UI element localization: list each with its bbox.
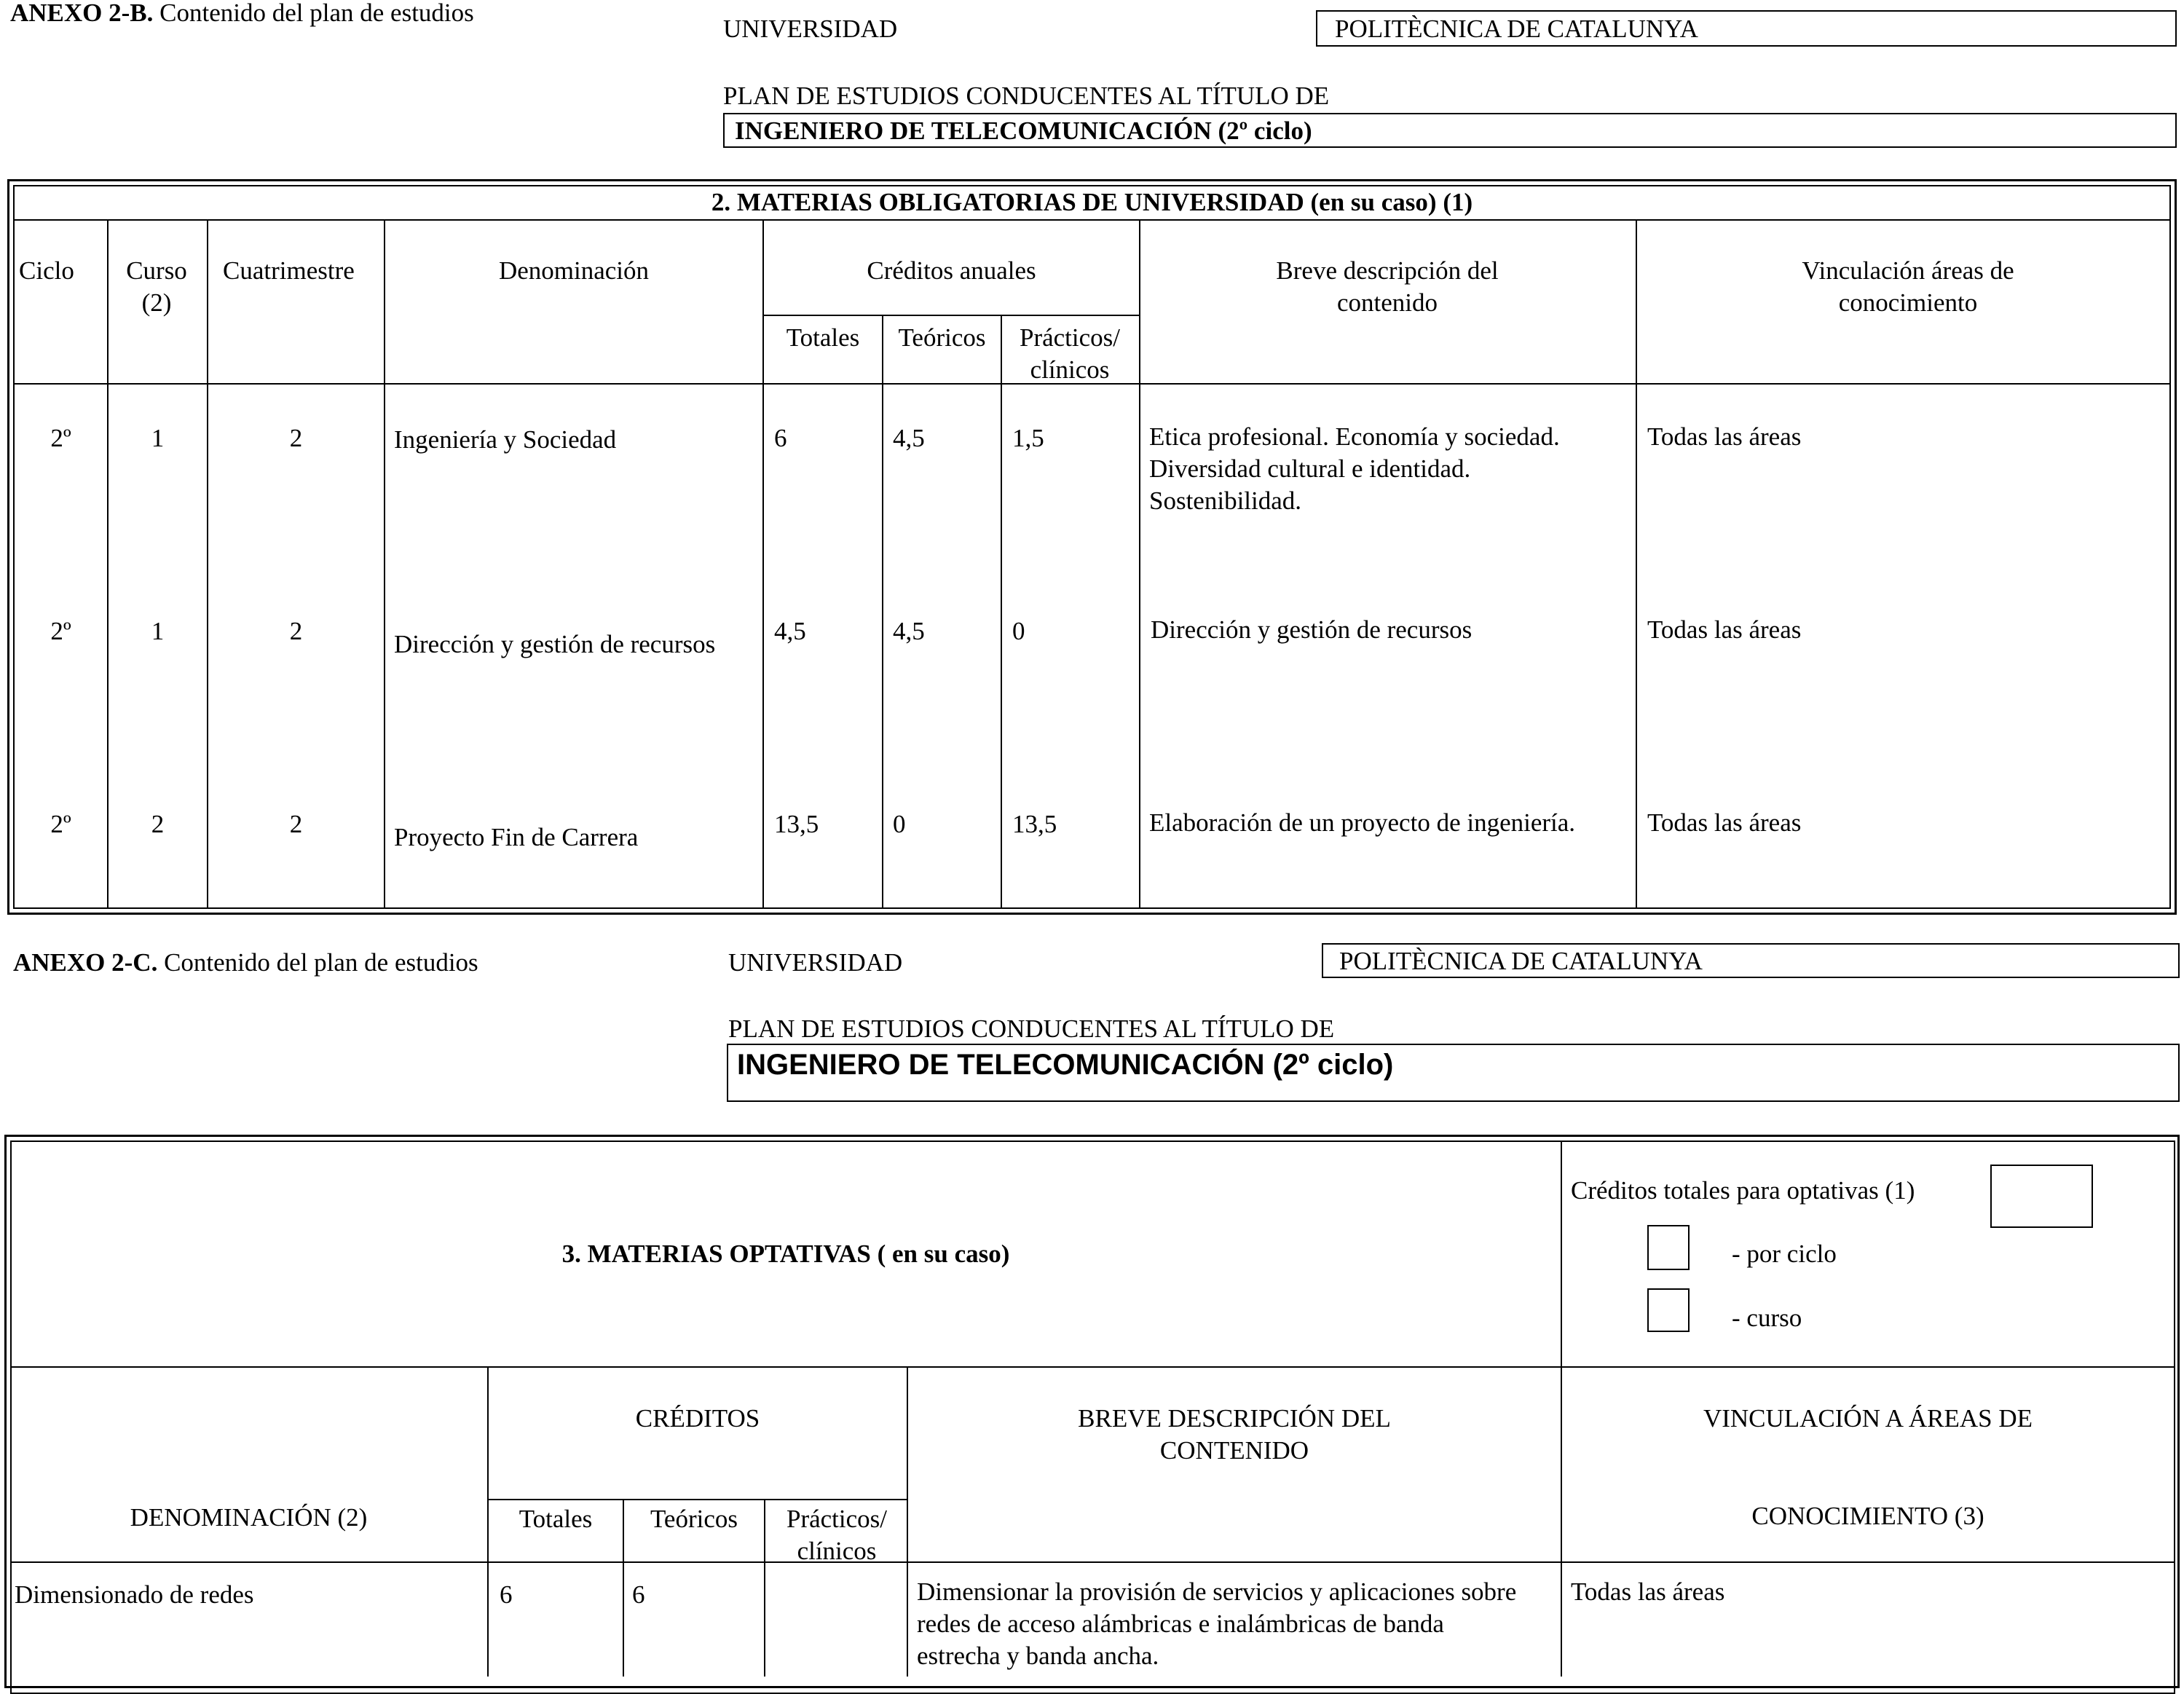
row2-curso: 1: [151, 617, 165, 645]
creditos-subheader-line: [487, 1499, 908, 1500]
row1-descripcion: Etica profesional. Economía y sociedad. Diversidad cultural e identidad. Sostenibilidad.: [1149, 422, 1560, 515]
row3-descripcion: Elaboración de un proyecto de ingeniería.: [1149, 808, 1576, 837]
header-vinculacion-2: CONOCIMIENTO (3): [1751, 1502, 1984, 1530]
header-totales: Totales: [519, 1505, 593, 1533]
row3-totales: 13,5: [774, 810, 819, 838]
anexo-b-label: [10, 0, 474, 29]
header-practicos: Prácticos/ clínicos: [786, 1505, 888, 1565]
anexo-c-label-rest: Contenido del plan de estudios: [164, 948, 478, 977]
header-practicos: Prácticos/ clínicos: [1019, 323, 1121, 384]
opt-row1-descripcion: Dimensionar la provisión de servicios y aplicaciones sobre redes de acceso alámbricas e inalámbricas de banda estrecha y banda ancha.: [917, 1577, 1517, 1670]
row3-practicos: 13,5: [1012, 810, 1057, 838]
curso-label: - curso: [1732, 1304, 1802, 1332]
col-line: [1001, 315, 1002, 909]
opt-row1-vinculacion: Todas las áreas: [1571, 1577, 1725, 1606]
col-line: [384, 219, 385, 909]
row2-descripcion: Dirección y gestión de recursos: [1151, 615, 1473, 644]
header-descripcion: BREVE DESCRIPCIÓN DEL CONTENIDO: [1078, 1404, 1391, 1465]
row2-denominacion: Dirección y gestión de recursos: [394, 630, 716, 658]
header-ciclo: Ciclo: [19, 256, 74, 285]
row3-teoricos: 0: [893, 810, 906, 838]
col-line: [882, 315, 883, 909]
anexo-b-universidad-label: UNIVERSIDAD: [723, 15, 898, 43]
anexo-b-titulo-box: [723, 113, 2177, 148]
anexo-b-universidad-value: POLITÈCNICA DE CATALUNYA: [1335, 15, 1698, 43]
anexo-c-universidad-label: UNIVERSIDAD: [728, 948, 903, 977]
optativas-header-top-line: [10, 1366, 2175, 1368]
por-ciclo-checkbox[interactable]: [1647, 1225, 1690, 1270]
anexo-b-plan-label: PLAN DE ESTUDIOS CONDUCENTES AL TÍTULO DE: [723, 82, 1330, 110]
materias-obligatorias-title: 2. MATERIAS OBLIGATORIAS DE UNIVERSIDAD (en su caso) (1): [711, 188, 1473, 216]
header-curso: Curso (2): [126, 256, 187, 317]
header-denominacion: DENOMINACIÓN (2): [130, 1503, 368, 1532]
col-line: [764, 1499, 765, 1677]
row1-ciclo: 2º: [50, 424, 71, 452]
opt-row1-denominacion: Dimensionado de redes: [15, 1580, 254, 1609]
col-line: [1636, 219, 1637, 909]
curso-checkbox[interactable]: [1647, 1288, 1690, 1332]
col-line: [107, 219, 109, 909]
header-teoricos: Teóricos: [650, 1505, 738, 1533]
col-line: [907, 1366, 908, 1677]
anexo-b-label-rest: Contenido del plan de estudios: [159, 0, 474, 27]
creditos-optativas-box[interactable]: [1990, 1165, 2093, 1228]
opt-row1-teoricos: 6: [632, 1580, 645, 1609]
anexo-c-universidad-box: [1322, 943, 2180, 978]
header-descripcion: Breve descripción del contenido: [1276, 256, 1499, 317]
header-creditos-anuales: Créditos anuales: [867, 256, 1036, 285]
header-denominacion: Denominación: [498, 256, 650, 285]
row1-denominacion: Ingeniería y Sociedad: [394, 425, 617, 454]
anexo-c-label: [13, 947, 478, 979]
row1-curso: 1: [151, 424, 165, 452]
row2-ciclo: 2º: [50, 617, 71, 645]
anexo-c-plan-label: PLAN DE ESTUDIOS CONDUCENTES AL TÍTULO DE: [728, 1015, 1335, 1043]
row2-vinculacion: Todas las áreas: [1647, 615, 1802, 644]
creditos-subheader-line: [762, 315, 1140, 316]
col-line: [207, 219, 208, 909]
opt-row1-totales: 6: [500, 1580, 513, 1609]
header-teoricos: Teóricos: [898, 323, 986, 352]
header-vinculacion-1: VINCULACIÓN A ÁREAS DE: [1703, 1404, 2033, 1433]
col-line: [1139, 219, 1140, 909]
row3-vinculacion: Todas las áreas: [1647, 808, 1802, 837]
row2-totales: 4,5: [774, 617, 806, 645]
por-ciclo-label: - por ciclo: [1732, 1240, 1837, 1268]
row1-vinculacion: Todas las áreas: [1647, 422, 1802, 451]
anexo-b-titulo-value: INGENIERO DE TELECOMUNICACIÓN (2º ciclo): [735, 117, 1312, 145]
creditos-optativas-label: Créditos totales para optativas (1): [1571, 1176, 1915, 1205]
anexo-c-titulo-value: INGENIERO DE TELECOMUNICACIÓN (2º ciclo): [737, 1049, 1394, 1081]
header-vinculacion: Vinculación áreas de conocimiento: [1802, 256, 2014, 317]
row3-curso: 2: [151, 810, 165, 838]
row1-teoricos: 4,5: [893, 424, 925, 452]
anexo-c-code: ANEXO 2-C.: [13, 948, 158, 977]
row2-practicos: 0: [1012, 617, 1025, 645]
row3-cuatrimestre: 2: [289, 810, 303, 838]
row3-denominacion: Proyecto Fin de Carrera: [394, 823, 639, 851]
header-totales: Totales: [786, 323, 860, 352]
row1-practicos: 1,5: [1012, 424, 1044, 452]
header-cuatrimestre: Cuatrimestre: [223, 256, 355, 285]
anexo-b-universidad-box: [1316, 10, 2177, 47]
header-creditos: CRÉDITOS: [635, 1404, 760, 1433]
materias-optativas-title: 3. MATERIAS OPTATIVAS ( en su caso): [561, 1240, 1010, 1268]
anexo-c-universidad-value: POLITÈCNICA DE CATALUNYA: [1339, 947, 1703, 975]
optativas-header-bottom-line: [10, 1561, 2175, 1563]
row3-ciclo: 2º: [50, 810, 71, 838]
row1-cuatrimestre: 2: [289, 424, 303, 452]
row2-teoricos: 4,5: [893, 617, 925, 645]
row2-cuatrimestre: 2: [289, 617, 303, 645]
anexo-b-code: ANEXO 2-B.: [10, 0, 154, 27]
anexo-c-titulo-box: [727, 1044, 2180, 1102]
title-divider: [13, 219, 2171, 221]
row1-totales: 6: [774, 424, 787, 452]
